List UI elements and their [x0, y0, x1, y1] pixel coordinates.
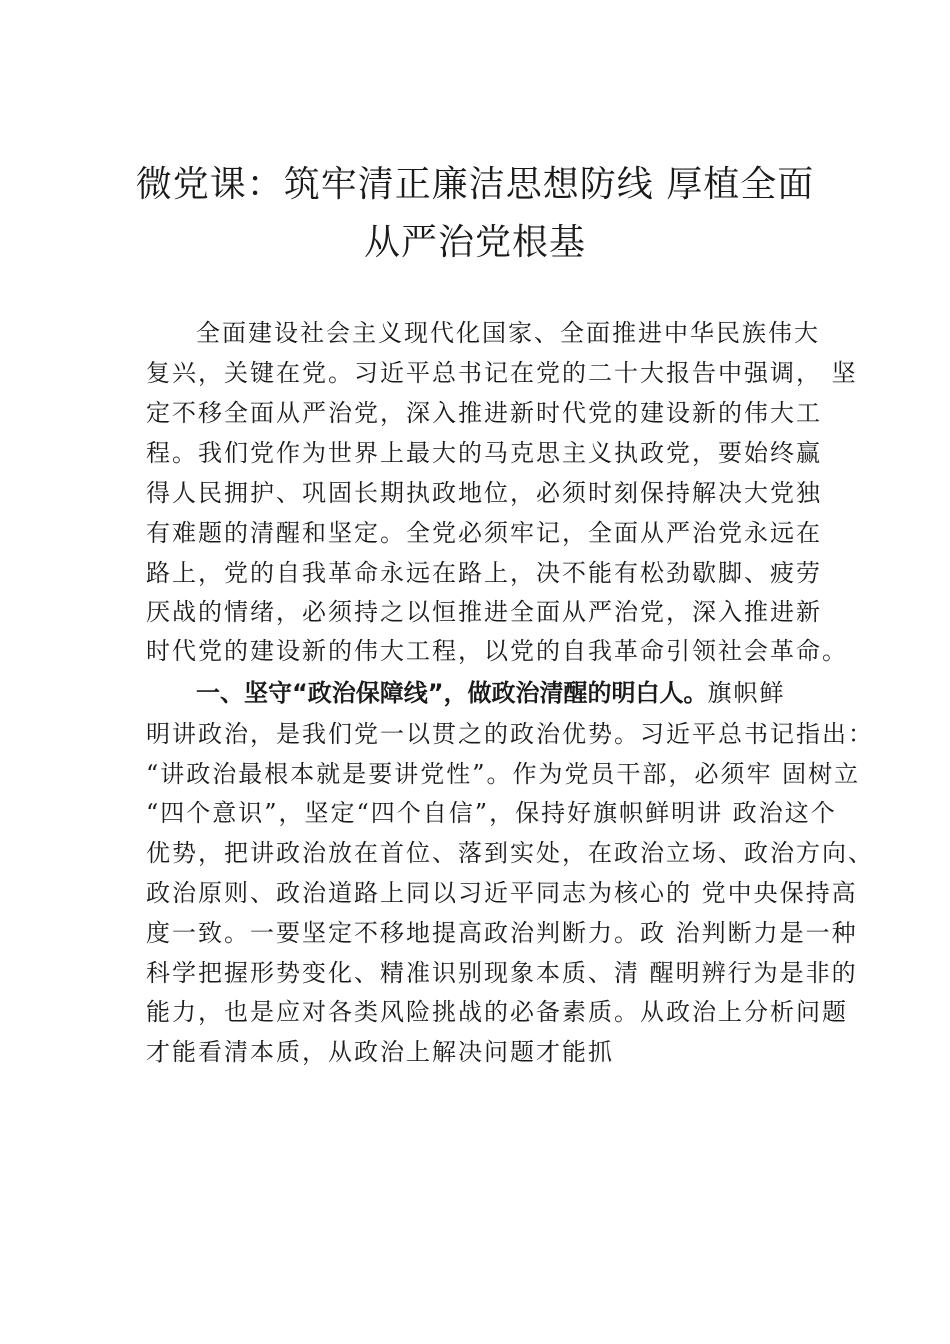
section-1-heading: 一、坚守“政治保障线”，做政治清醒的明白人。 — [196, 679, 708, 707]
paragraph-2-line: 能力，也是应对各类风险挑战的必备素质。从政治上分析问题 — [146, 998, 848, 1026]
section-1-heading-tail: 旗帜鲜 — [707, 679, 786, 707]
paragraph-1-line: 路上，党的自我革命永远在路上，决不能有松劲歇脚、疲劳 — [146, 559, 822, 587]
paragraph-2-line: 明讲政治，是我们党一以贯之的政治优势。习近平总书记指出： — [146, 720, 874, 748]
paragraph-1-line: 定不移全面从严治党，深入推进新时代党的建设新的伟大工 — [146, 399, 822, 427]
document-title-line-2: 从严治党根基 — [363, 222, 586, 263]
paragraph-1-line: 厌战的情绪，必须持之以恒推进全面从严治党，深入推进新 — [146, 598, 822, 626]
paragraph-1-line: 全面建设社会主义现代化国家、全面推进中华民族伟大 — [196, 319, 820, 347]
paragraph-1-line: 程。我们党作为世界上最大的马克思主义执政党，要始终赢 — [146, 439, 822, 467]
paragraph-2-line: 科学把握形势变化、精准识别现象本质、清 醒明辨行为是非的 — [146, 959, 858, 987]
paragraph-2-line: 政治原则、政治道路上同以习近平同志为核心的 党中央保持高 — [146, 879, 858, 907]
document-title-line-1: 微党课：筑牢清正廉洁思想防线 厚植全面 — [135, 164, 815, 205]
paragraph-1-line: 时代党的建设新的伟大工程，以党的自我革命引领社会革命。 — [146, 637, 848, 665]
section-1-heading-line — [196, 678, 786, 708]
paragraph-2-line: “讲政治最根本就是要讲党性”。作为党员干部，必须牢 固树立 — [146, 760, 861, 788]
paragraph-2-line: 度一致。一要坚定不移地提高政治判断力。政 治判断力是一种 — [146, 919, 858, 947]
paragraph-1-line: 复兴，关键在党。习近平总书记在党的二十大报告中强调， 坚 — [146, 359, 858, 387]
paragraph-2-line: 才能看清本质，从政治上解决问题才能抓 — [146, 1038, 614, 1066]
paragraph-2-line: 优势，把讲政治放在首位、落到实处，在政治立场、政治方向、 — [146, 839, 874, 867]
paragraph-1-line: 有难题的清醒和坚定。全党必须牢记，全面从严治党永远在 — [146, 519, 822, 547]
paragraph-2-line: “四个意识”，坚定“四个自信”，保持好旗帜鲜明讲 政治这个 — [146, 799, 837, 827]
paragraph-1-line: 得人民拥护、巩固长期执政地位，必须时刻保持解决大党独 — [146, 479, 822, 507]
